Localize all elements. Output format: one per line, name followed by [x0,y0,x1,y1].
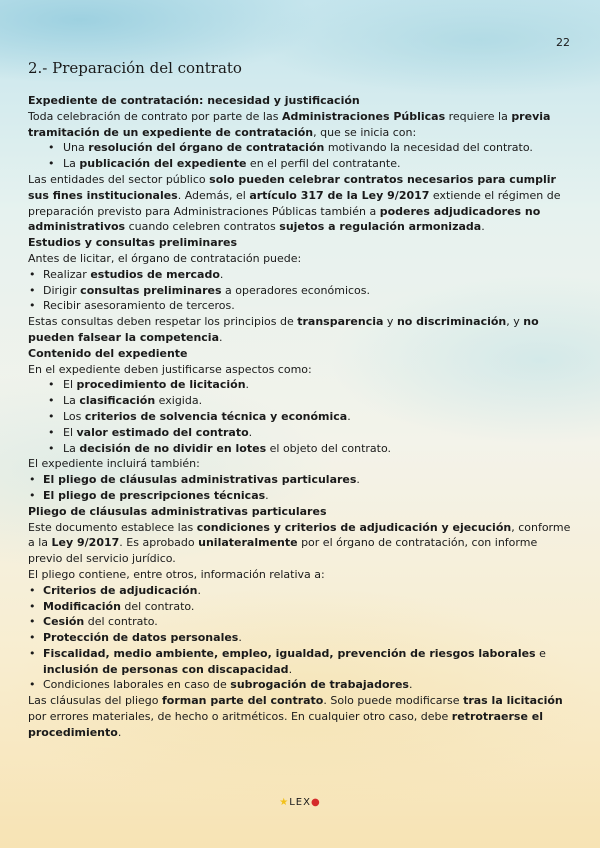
star-icon: ★ [279,797,290,808]
bold-run: El pliego de cláusulas administrativas particulares [43,473,357,487]
section-title: 2.- Preparación del contrato [28,59,242,77]
list-item [28,441,574,457]
text-run: La [63,157,80,171]
paragraph [28,693,574,740]
list-item [28,425,574,441]
paragraph [28,362,574,378]
page-number: 22 [556,36,570,49]
text-run: por el órgano de contratación, con informe previo del servicio jurídico. [28,536,538,566]
footer-logo [0,797,600,808]
list-item [28,409,574,425]
bold-run: subrogación de trabajadores [230,678,409,692]
list-item [28,630,574,646]
bold-run: Ley 9/2017 [51,536,120,550]
paragraph [28,567,574,583]
text-run: Las cláusulas del pliego [28,694,163,708]
bold-run: forman parte del contrato [162,694,324,708]
paragraph [28,251,574,267]
bold-run: poderes adjudicadores no administrativos [28,204,541,234]
text-run: . [219,330,223,344]
text-run: . [219,267,224,281]
bullet-list [28,583,574,694]
bold-run: Cesión [43,615,85,629]
paragraph [28,520,574,567]
text-run: El expediente incluirá también: [28,457,200,471]
text-run: El [63,378,77,392]
text-run: a operadores económicos. [221,283,371,297]
text-run: , y [506,315,524,329]
subsection-heading: Expediente de contratación: necesidad y justificación [28,94,360,107]
text-run: . [238,631,242,645]
bold-run: consultas preliminares [80,283,222,297]
bold-run: unilateralmente [198,536,298,550]
list-item [28,488,574,504]
text-run: . [248,425,253,439]
bold-run: decisión de no dividir en lotes [79,441,267,455]
text-run: . [356,473,360,487]
text-run: Realizar [43,267,91,281]
text-run: en el perfil del contratante. [246,157,401,171]
text-run: . [117,725,122,739]
bold-run: El pliego de prescripciones técnicas [43,488,266,502]
footer-label: LEX [289,797,311,808]
bold-run: no pueden falsear la competencia [28,315,539,344]
list-item [28,583,574,599]
text-run: . [481,220,485,234]
bold-run: inclusión de personas con discapacidad [43,662,289,676]
text-run: Antes de licitar, el órgano de contratación puede: [28,251,302,265]
subsection-heading: Estudios y consultas preliminares [28,236,238,250]
paragraph [28,109,574,141]
text-run: y [383,315,397,329]
text-run: . [408,678,413,692]
list-item [28,393,574,409]
bold-run: solo pueden celebrar contratos necesarios para cumplir sus fines institucionales [28,172,556,202]
text-run: cuando celebren contratos [125,220,280,234]
list-item [28,646,574,678]
text-run: exigida. [155,394,203,408]
bold-run: condiciones y criterios de adjudicación y ejecución [196,520,512,534]
list-item [28,614,574,630]
bold-run: criterios de solvencia técnica y económica [84,409,348,423]
bold-run: estudios de mercado [90,267,220,281]
text-run: motivando la necesidad del contrato. [324,141,533,155]
subsection-heading: Pliego de cláusulas administrativas particulares [28,504,327,518]
paragraph [28,172,574,235]
text-run: Los [63,409,85,423]
text-run: del contrato. [84,615,158,629]
text-run: Las entidades del sector público [28,172,210,186]
bold-run: procedimiento de licitación [76,378,246,392]
text-run: La [63,441,80,455]
text-run: Una [63,141,89,155]
list-item [28,267,574,283]
text-run: . [347,409,351,423]
list-item [28,472,574,488]
text-run: . [245,378,250,392]
list-item [28,677,574,693]
text-run: El pliego contiene, entre otros, información relativa a: [28,567,325,581]
bold-run: clasificación [79,394,156,408]
content-blocks [28,93,574,741]
text-run: Estas consultas deben respetar los principios de [28,315,298,329]
text-run: Recibir asesoramiento de terceros. [43,299,235,313]
bold-run: artículo 317 de la Ley 9/2017 [249,188,430,202]
bold-run: previa tramitación de un expediente de contratación [28,109,551,139]
bullet-list [28,377,574,456]
text-run: del contrato. [120,599,195,613]
bold-run: sujetos a regulación armonizada [279,220,482,234]
text-run: El [63,425,77,439]
bold-run: resolución del órgano de contratación [88,141,325,155]
bold-run: publicación del expediente [79,157,247,171]
text-run: e [535,646,546,660]
bullet-list [28,267,574,314]
text-run: La [63,394,80,408]
subsection-heading: Contenido del expediente [28,346,188,360]
drop-icon: ● [310,797,321,808]
text-run: Toda celebración de contrato por parte de las [28,109,282,123]
paragraph [28,314,574,346]
list-item [28,599,574,615]
paragraph [28,456,574,472]
text-run: . Es aprobado [119,536,199,550]
text-run: . [288,662,293,676]
bold-run: Modificación [43,599,121,613]
text-run: . Solo puede modificarse [323,694,464,708]
text-run: Condiciones laborales en caso de [43,678,231,692]
list-item [28,377,574,393]
text-run: extiende el régimen de preparación previsto para Administraciones Públicas también a [28,188,561,218]
bullet-list [28,472,574,504]
list-item [28,156,574,172]
list-item [28,283,574,299]
bold-run: no discriminación [396,315,507,329]
list-item [28,298,574,314]
bold-run: Administraciones Públicas [281,109,446,123]
bold-run: tras la licitación [463,694,563,708]
text-run: el objeto del contrato. [266,441,391,455]
text-run: Este documento establece las [28,520,197,534]
bold-run: Fiscalidad, medio ambiente, empleo, igualdad, prevención de riesgos laborales [43,646,536,660]
bold-run: retrotraerse el procedimiento [28,710,543,739]
bold-run: valor estimado del contrato [76,425,249,439]
bold-run: Protección de datos personales [43,631,239,645]
bold-run: Criterios de adjudicación [43,583,198,597]
text-run: . [197,583,201,597]
text-run: . [265,488,269,502]
text-run: . Además, el [177,188,250,202]
text-run: , que se inicia con: [313,125,417,139]
list-item [28,140,574,156]
text-run: Dirigir [43,283,81,297]
bullet-list [28,140,574,172]
text-run: requiere la [445,109,512,123]
text-run: , conforme a la [28,520,571,550]
text-run: por errores materiales, de hecho o aritméticos. En cualquier otro caso, debe [28,710,452,724]
document-body [28,58,574,741]
text-run: En el expediente deben justificarse aspectos como: [28,362,312,376]
bold-run: transparencia [297,315,384,329]
